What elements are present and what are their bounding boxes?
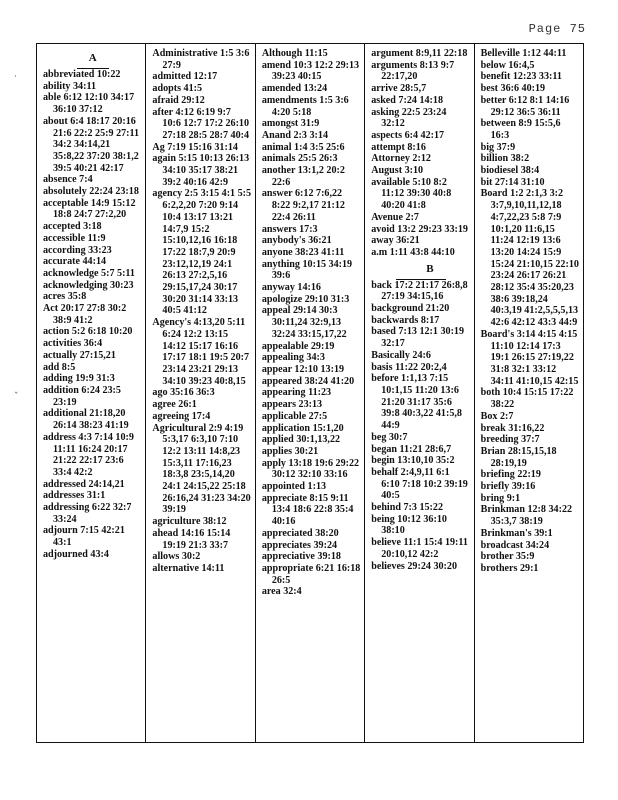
index-entry (481, 387, 580, 410)
index-entry (481, 142, 580, 154)
index-entry-text: adjourned 43:4 (43, 548, 109, 560)
index-entry (371, 280, 470, 303)
index-entry-text: appropriate 6:21 16:18 26:5 (261, 562, 361, 586)
index-entry-text: Attorney 2:12 (371, 153, 431, 165)
index-entry (481, 48, 580, 60)
index-entry-text: admitted 12:17 (152, 71, 218, 83)
index-entry-text: acres 35:8 (43, 291, 87, 303)
index-entry (371, 212, 470, 224)
index-entry (371, 502, 470, 514)
index-entry (262, 376, 361, 388)
index-entry (152, 95, 251, 107)
index-entry (481, 188, 580, 328)
index-entry-text: Box 2:7 (480, 410, 514, 422)
index-entry (262, 434, 361, 446)
index-entry-text: appears 23:13 (261, 399, 323, 411)
index-entry-text: briefly 39:16 (480, 481, 536, 493)
index-entry-text: appealing 34:3 (261, 352, 325, 364)
index-entry (371, 165, 470, 177)
index-entry (43, 373, 142, 385)
index-entry-text: addresses 31:1 (43, 490, 106, 502)
index-entry-text: appointed 1:13 (261, 481, 327, 493)
index-entry-text: began 11:21 28:6,7 (371, 443, 452, 455)
index-entry (262, 282, 361, 294)
index-entry (262, 153, 361, 165)
index-column-4 (365, 44, 474, 742)
index-entry (43, 502, 142, 525)
index-entry (481, 165, 580, 177)
index-entry-text: allows 30:2 (152, 551, 201, 563)
index-entry (481, 177, 580, 189)
index-entry-text: asked 7:24 14:18 (371, 94, 443, 106)
index-entry-text: anything 10:15 34:19 39:6 (261, 258, 353, 282)
index-entry (481, 446, 580, 469)
index-entry (262, 247, 361, 259)
index-entry (371, 177, 470, 212)
index-entry-text: avoid 13:2 29:23 33:19 (371, 223, 468, 235)
page-number: Page 75 (528, 22, 586, 36)
index-entry (152, 563, 251, 575)
index-entry-text: appeal 29:14 30:3 30:11,24 32:9,13 32:24 33:15,17,22 (261, 305, 347, 340)
letter-heading-text: B (396, 259, 445, 280)
index-entry-text: applies 30:21 (261, 445, 319, 457)
index-entry (481, 551, 580, 563)
index-entry (43, 479, 142, 491)
index-entry-text: actually 27:15,21 (43, 349, 116, 361)
index-entry-text: after 4:12 6:19 9:7 10:6 12:7 17:2 26:10 27:18 28:5 28:7 40:4 (152, 106, 250, 141)
index-entry-text: answer 6:12 7:6,22 8:22 9:2,17 21:12 22:4 26:11 (261, 188, 345, 223)
index-entry-text: afraid 29:12 (152, 94, 205, 106)
index-entry-text: argument 8:9,11 22:18 (371, 48, 468, 59)
index-entry-text: appreciated 38:20 (261, 527, 339, 539)
index-entry-text: amend 10:3 12:2 29:13 39:23 40:15 (261, 59, 360, 83)
index-entry (262, 305, 361, 340)
index-entry (481, 411, 580, 423)
index-entry-text: acknowledging 30:23 (43, 279, 134, 291)
index-entry-text: Avenue 2:7 (371, 211, 419, 223)
margin-mark: · (14, 72, 17, 82)
index-entry-text: Act 20:17 27:8 30:2 38:9 41:2 (43, 303, 127, 326)
index-entry (43, 291, 142, 303)
index-entry (152, 317, 251, 387)
index-entry-text: appealable 29:19 (261, 340, 335, 352)
index-entry-text: area 32:4 (261, 586, 302, 598)
index-entry-text: ago 35:16 36:3 (152, 387, 215, 399)
index-entry (43, 280, 142, 292)
index-entry (481, 153, 580, 165)
index-entry (43, 326, 142, 338)
index-entry-text: address 4:3 7:14 10:9 11:11 16:24 20:17 21:22 22:17 23:6 33:4 42:2 (43, 431, 134, 478)
index-entry-text: additional 21:18,20 26:14 38:23 41:19 (43, 408, 129, 432)
index-entry (481, 60, 580, 72)
index-entry-text: addressing 6:22 32:7 33:24 (43, 502, 132, 525)
index-entry-text: appeared 38:24 41:20 (261, 375, 355, 387)
index-entry-text: Board 1:2 2:1,3 3:2 3:7,9,10,11,12,18 4:7,22,23 5:8 7:9 10:1,20 11:6,15 11:24 12:19 13:6 13:20 14:24 15:9 15:24 21:10,15 22:10 23:24 26:17 26:21 28:12 35:4 35:20,23 38:6 39:18,24 40:3,19 41:2,5,5,5,13 42:6 42:12 43:3 44:9 (480, 188, 579, 329)
index-entry (43, 221, 142, 233)
index-entry-text: able 6:12 12:10 34:17 36:10 37:12 (43, 92, 135, 116)
index-entry-text: Anand 2:3 3:14 (261, 129, 328, 141)
index-entry-text: before 1:1,13 7:15 10:1,15 11:20 13:6 21:20 31:17 35:6 39:8 40:3,22 41:5,8 44:9 (371, 373, 462, 432)
index-entry (152, 387, 251, 399)
index-entry-text: basis 11:22 20:2,4 (371, 361, 447, 373)
index-entry-text: best 36:6 40:19 (480, 83, 546, 95)
index-entry (371, 235, 470, 247)
index-entry (481, 71, 580, 83)
index-entry (371, 362, 470, 374)
index-entry (481, 329, 580, 388)
index-column-5 (475, 44, 583, 742)
index-entry-text: back 17:2 21:17 26:8,8 27:19 34:15,16 (371, 279, 468, 303)
index-entry (262, 540, 361, 552)
index-entry (152, 71, 251, 83)
index-entry (481, 481, 580, 493)
index-entry (152, 142, 251, 154)
index-entry-text: below 16:4,5 (480, 59, 535, 71)
index-entry-text: accessible 11:9 (43, 232, 106, 244)
index-entry (43, 338, 142, 350)
index-entry (262, 259, 361, 282)
index-entry-text: acknowledge 5:7 5:11 (43, 267, 135, 279)
index-entry (262, 83, 361, 95)
index-column-1 (37, 44, 146, 742)
index-column-2 (146, 44, 255, 742)
index-entry (262, 528, 361, 540)
index-entry-text: beg 30:7 (371, 431, 408, 443)
index-entry (43, 69, 142, 81)
index-entry (43, 549, 142, 561)
index-entry (371, 153, 470, 165)
index-entry (481, 118, 580, 141)
index-entry-text: broadcast 34:24 (480, 539, 550, 551)
index-entry-text: bring 9:1 (480, 492, 521, 504)
index-entry (371, 303, 470, 315)
index-entry-text: break 31:16,22 (480, 422, 545, 434)
index-entry-text: agree 26:1 (152, 399, 197, 411)
index-entry-text: brother 35:9 (480, 551, 535, 563)
index-entry (43, 432, 142, 479)
index-entry (262, 118, 361, 130)
index-entry (371, 247, 470, 259)
index-entry-text: biodiesel 38:4 (480, 165, 540, 177)
index-entry-text: behalf 2:4,9,11 6:1 6:10 7:18 10:2 39:19 40:5 (371, 466, 468, 502)
index-entry (371, 373, 470, 432)
index-entry-text: answers 17:3 (261, 223, 318, 235)
index-entry (371, 455, 470, 467)
index-entry-text: action 5:2 6:18 10:20 (43, 326, 133, 338)
index-entry (262, 352, 361, 364)
index-entry (371, 95, 470, 107)
index-entry-text: a.m 1:11 43:8 44:10 (371, 246, 455, 258)
index-entry (43, 268, 142, 280)
index-entry-text: Administrative 1:5 3:6 27:9 (152, 48, 250, 71)
index-entry (262, 165, 361, 188)
index-entry-text: amended 13:24 (261, 83, 328, 95)
index-entry (152, 551, 251, 563)
index-entry-text: appearing 11:23 (261, 387, 332, 399)
index-entry (43, 81, 142, 93)
index-entry-text: agreeing 17:4 (152, 410, 211, 422)
index-entry (371, 315, 470, 327)
index-entry-text: Brian 28:15,15,18 28:19,19 (480, 445, 557, 469)
index-entry-text: available 5:10 8:2 11:12 39:30 40:8 40:20 41:8 (371, 176, 452, 212)
index-entry (43, 385, 142, 408)
index-entry-text: apply 13:18 19:6 29:22 30:12 32:10 33:16 (261, 457, 360, 481)
index-entry-text: anyway 14:16 (261, 282, 321, 294)
index-entry-text: adjourn 7:15 42:21 43:1 (43, 525, 125, 549)
index-entry (262, 60, 361, 83)
index-entry (43, 233, 142, 245)
index-entry-text: arrive 28:5,7 (371, 83, 427, 95)
index-entry (262, 586, 361, 598)
index-entry (262, 341, 361, 353)
index-entry (43, 362, 142, 374)
index-entry (481, 563, 580, 575)
index-entry-text: believes 29:24 30:20 (371, 560, 458, 572)
index-entry (43, 116, 142, 175)
index-entry (371, 432, 470, 444)
index-entry (262, 458, 361, 481)
index-entry (262, 551, 361, 563)
index-entry (262, 235, 361, 247)
index-entry-text: Although 11:15 (261, 48, 328, 59)
index-entry (43, 490, 142, 502)
index-entry (481, 493, 580, 505)
index-entry-text: bit 27:14 31:10 (480, 176, 545, 188)
index-entry-text: Brinkman 12:8 34:22 35:3,7 38:19 (480, 504, 573, 528)
index-entry-text: apologize 29:10 31:3 (261, 293, 350, 305)
index-entry (43, 92, 142, 115)
index-entry (371, 350, 470, 362)
index-entry-text: appreciative 39:18 (261, 551, 341, 563)
index-entry-text: brothers 29:1 (480, 562, 539, 574)
index-entry (43, 303, 142, 326)
index-entry-text: amendments 1:5 3:6 4:20 5:18 (261, 94, 349, 118)
index-entry (371, 444, 470, 456)
index-entry-text: background 21:20 (371, 303, 450, 315)
index-entry-text: agency 2:5 3:15 4:1 5:5 6:2,2,20 7:20 9:14 10:4 13:17 13:21 14:7,9 15:2 15:10,12,16 16:18 17:22 18:7,9 20:9 23:12,12,19 24:1 26:13 27:2,5,16 29:15,17,24 30:17 30:20 31:14 33:13 40:5 41:12 (152, 188, 252, 317)
index-entry (152, 48, 251, 71)
index-entry (152, 528, 251, 551)
index-entry-text: again 5:15 10:13 26:13 34:10 35:17 38:21 39:2 40:16 42:9 (152, 153, 250, 188)
index-entry-text: Brinkman's 39:1 (480, 527, 553, 539)
index-entry-text: briefing 22:19 (480, 469, 541, 481)
index-entry-text: another 13:1,2 20:2 22:6 (261, 165, 345, 188)
index-entry (43, 198, 142, 221)
index-entry (262, 48, 361, 60)
index-entry (262, 364, 361, 376)
index-entry-text: being 10:12 36:10 38:10 (371, 513, 447, 537)
index-entry (262, 423, 361, 435)
index-entry-text: application 15:1,20 (261, 422, 344, 434)
index-entry (262, 224, 361, 236)
index-entry (481, 83, 580, 95)
index-entry-text: addition 6:24 23:5 23:19 (43, 384, 121, 408)
index-entry (43, 174, 142, 186)
index-entry-text: Agricultural 2:9 4:19 5:3,17 6:3,10 7:10 12:2 13:11 14:8,23 15:3,11 17:16,23 18:3,8 23:5,14,20 24:1 24:15,22 25:18 26:16,24 31:23 34:20 39:19 (152, 422, 251, 516)
index-entry-text: appreciates 39:24 (261, 539, 338, 551)
index-entry-text: absence 7:4 (43, 174, 93, 186)
index-entry-text: applicable 27:5 (261, 410, 328, 422)
index-entry (152, 107, 251, 142)
index-entry-text: animal 1:4 3:5 25:6 (261, 141, 345, 153)
index-entry-text: big 37:9 (480, 141, 516, 153)
index-entry (371, 224, 470, 236)
index-entry-text: billion 38:2 (480, 153, 530, 165)
index-entry-text: adopts 41:5 (152, 83, 203, 95)
index-entry (43, 408, 142, 431)
index-entry-text: adding 19:9 31:3 (43, 373, 115, 385)
index-entry (43, 256, 142, 268)
index-entry-text: anybody's 36:21 (261, 235, 332, 247)
index-entry (152, 516, 251, 528)
index-entry-text: alternative 14:11 (152, 562, 225, 574)
index-entry-text: anyone 38:23 41:11 (261, 246, 345, 258)
index-entry (371, 514, 470, 537)
index-entry (262, 563, 361, 586)
index-entry-text: Ag 7:19 15:16 31:14 (152, 141, 238, 153)
index-entry-text: absolutely 22:24 23:18 (43, 186, 139, 198)
index-column-3 (256, 44, 365, 742)
index-entry-text: asking 22:5 23:24 32:12 (371, 106, 447, 130)
index-entry (371, 326, 470, 349)
index-entry (262, 387, 361, 399)
index-entry (152, 423, 251, 517)
index-entry-text: attempt 8:16 (371, 141, 426, 153)
index-entry (43, 186, 142, 198)
index-entry-text: acceptable 14:9 15:12 18:8 24:7 27:2,20 (43, 197, 136, 221)
index-entry (262, 399, 361, 411)
index-entry-text: applied 30:1,13,22 (261, 434, 341, 446)
index-entry (371, 467, 470, 502)
index-entry (262, 493, 361, 528)
index-entry-text: both 10:4 15:15 17:22 38:22 (480, 387, 574, 411)
index-entry (262, 294, 361, 306)
index-entry (152, 83, 251, 95)
index-entry (262, 130, 361, 142)
index-entry-text: August 3:10 (371, 165, 424, 177)
index-entry-text: begin 13:10,10 35:2 (371, 455, 455, 467)
index-entry (262, 481, 361, 493)
index-table (36, 43, 584, 743)
index-entry-text: Board's 3:14 4:15 4:15 11:10 12:14 17:3 19:1 26:15 27:19,22 31:8 32:1 33:12 34:11 41:10,15 42:15 (480, 328, 579, 387)
index-entry-text: accepted 3:18 (43, 221, 102, 233)
index-entry (371, 83, 470, 95)
index-entry (481, 423, 580, 435)
index-entry-text: according 33:23 (43, 244, 112, 256)
index-entry (481, 434, 580, 446)
letter-heading-text: A (77, 48, 109, 69)
index-entry-text: behind 7:3 15:22 (371, 502, 444, 514)
index-entry (481, 540, 580, 552)
index-entry (152, 153, 251, 188)
index-entry-text: Basically 24:6 (371, 349, 431, 361)
index-entry (481, 528, 580, 540)
letter-heading (43, 48, 142, 69)
index-entry (371, 60, 470, 83)
index-entry-text: breeding 37:7 (480, 434, 540, 446)
index-entry (371, 48, 470, 60)
index-entry-text: appreciate 8:15 9:11 13:4 18:6 22:8 35:4 40:16 (261, 492, 354, 528)
index-entry-text: Agency's 4:13,20 5:11 6:24 12:2 13:15 14:12 15:17 16:16 17:17 18:1 19:5 20:7 23:14 23:21 29:13 34:10 39:23 40:8,15 (152, 317, 250, 387)
index-entry (152, 188, 251, 317)
index-entry-text: between 8:9 15:5,6 16:3 (480, 118, 561, 141)
index-entry-text: away 36:21 (371, 235, 420, 247)
index-entry (152, 411, 251, 423)
index-entry-text: amongst 31:9 (261, 118, 320, 130)
index-entry-text: based 7:13 12:1 30:19 32:17 (371, 326, 465, 350)
index-entry (262, 188, 361, 223)
index-entry-text: believe 11:1 15:4 19:11 20:10,12 42:2 (371, 537, 468, 560)
index-entry-text: accurate 44:14 (43, 256, 107, 268)
index-entry-text: animals 25:5 26:3 (261, 153, 338, 165)
index-entry-text: agriculture 38:12 (152, 516, 227, 528)
index-entry-text: add 8:5 (43, 361, 76, 373)
index-entry-text: appear 12:10 13:19 (261, 363, 345, 375)
index-entry (371, 142, 470, 154)
index-entry (43, 525, 142, 548)
index-entry (481, 95, 580, 118)
index-entry (371, 537, 470, 560)
index-entry (371, 107, 470, 130)
index-entry-text: abbreviated 10:22 (43, 69, 121, 80)
index-entry-text: ability 34:11 (43, 80, 96, 92)
index-entry (262, 95, 361, 118)
index-entry (371, 561, 470, 573)
index-entry-text: benefit 12:23 33:11 (480, 71, 562, 83)
margin-mark: ˇ (14, 392, 19, 402)
index-entry-text: about 6:4 18:17 20:16 21:6 22:2 25:9 27:11 34:2 34:14,21 35:8,22 37:20 38:1,2 39:5 40:21 42:17 (43, 115, 140, 174)
index-entry-text: addressed 24:14,21 (43, 478, 125, 490)
index-entry (152, 399, 251, 411)
index-entry-text: aspects 6:4 42:17 (371, 129, 445, 141)
index-entry (43, 245, 142, 257)
index-entry-text: activities 36:4 (43, 338, 103, 350)
index-entry-text: better 6:12 8:1 14:16 29:12 36:5 36:11 (480, 94, 570, 118)
index-entry (262, 142, 361, 154)
index-entry-text: arguments 8:13 9:7 22:17,20 (371, 59, 455, 83)
index-entry-text: ahead 14:16 15:14 19:19 21:3 33:7 (152, 527, 231, 551)
index-entry (481, 504, 580, 527)
index-entry (262, 411, 361, 423)
index-entry-text: backwards 8:17 (371, 314, 440, 326)
index-entry (371, 130, 470, 142)
index-entry (43, 350, 142, 362)
index-entry-text: Belleville 1:12 44:11 (480, 48, 567, 59)
index-entry (262, 446, 361, 458)
letter-heading (371, 259, 470, 280)
index-entry (481, 469, 580, 481)
